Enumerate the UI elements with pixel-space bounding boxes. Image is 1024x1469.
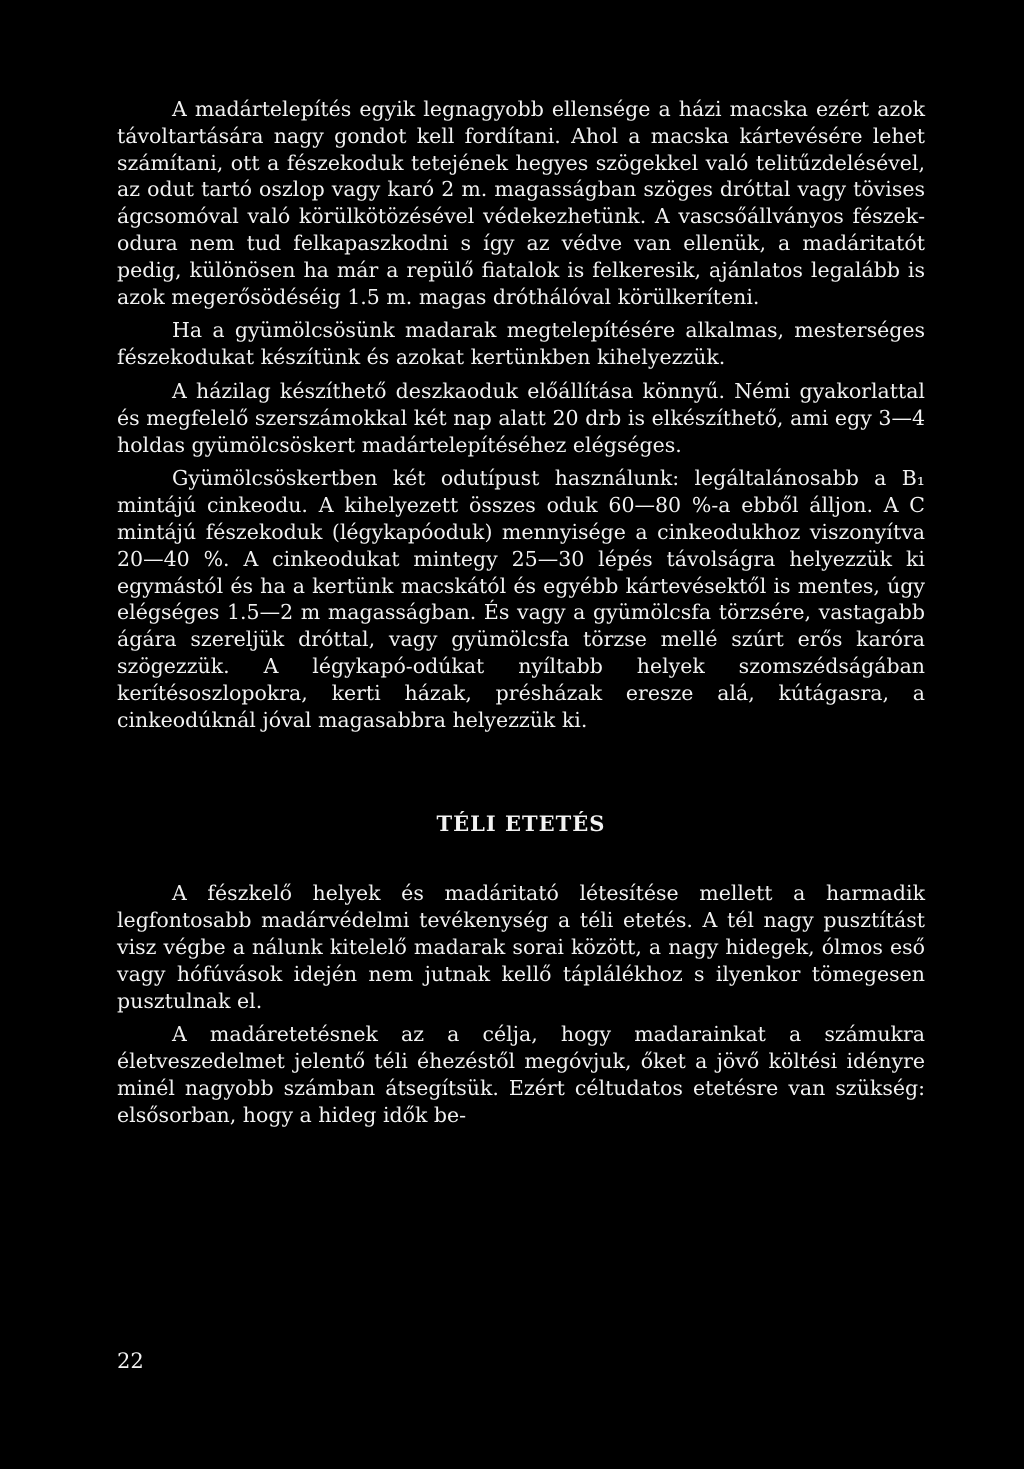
paragraph-feeding-purpose: A madáretetésnek az a célja, hogy madarainkat a számukra életveszedelmet jelentő téli éhezéstől megóvjuk, őket a jövő költési idényre minél nagyobb számban átsegítsük. Ezért céltudatos etetésre van szükség: elsősorban, hogy a hideg idők be- [117,1022,925,1127]
paragraph-nest-boxes: Ha a gyümölcsösünk madarak megtelepítésére alkalmas, mesterséges fészekodukat készítünk és azokat kertünkben kihelyezzük. [117,318,925,370]
paragraph-cat-protection: A madártelepítés egyik legnagyobb ellensége a házi macska ezért azok távoltartására nagy gondot kell fordítani. Ahol a macska kártevésére lehet számítani, ott a fészekoduk tetejének hegyes szögekkel való telitűzdelésével, az odut tartó oszlop vagy karó 2 m. magasságban szöges dróttal vagy tövises ágcsomóval való körülkötözésével védekezhetünk. A vascsőállványos fészekodura nem tud felkapaszkodni s így az védve van ellenük, a madáritatót pedig, különösen ha már a repülő fiatalok is felkeresik, ajánlatos legalább is azok megerősödéséig 1.5 m. magas dróthálóval körülkeríteni. [117,97,925,309]
paragraph-winter-feeding-intro: A fészkelő helyek és madáritató létesítése mellett a harmadik legfontosabb madárvédelmi tevékenység a téli etetés. A tél nagy pusztítást visz végbe a nálunk kitelelő madarak sorai között, a nagy hidegek, ólmos eső vagy hófúvások idején nem jutnak kellő táplálékhoz s ilyenkor tömegesen pusztulnak el. [117,881,925,1013]
paragraph-box-types: Gyümölcsöskertben két odutípust használunk: legáltalánosabb a B₁ mintájú cinkeodu. A kihelyezett összes oduk 60—80 %-a ebből álljon. A C mintájú fészekoduk (légykapóoduk) mennyisége a cinkeodukhoz viszonyítva 20—40 %. A cinkeodukat mintegy 25—30 lépés távolságra helyezzük ki egymástól és ha a kertünk macskától és egyébb kártevésektől is mentes, úgy elégséges 1.5—2 m magasságban. És vagy a gyümölcsfa törzsére, vastagabb ágára szereljük dróttal, vagy gyümölcsfa törzse mellé szúrt erős karóra szögezzük. A légykapó-odúkat nyíltabb helyek szomszédságában kerítésoszlopokra, kerti házak, présházak eresze alá, kútágasra, a cinkeodúknál jóval magasabbra helyezzük ki. [117,466,925,732]
page-number: 22 [117,1349,144,1373]
section-heading-winter-feeding: TÉLI ETETÉS [436,811,606,837]
paragraph-homemade-boxes: A házilag készíthető deszkaoduk előállítása könnyű. Némi gyakorlattal és megfelelő szerszámokkal két nap alatt 20 drb is elkészíthető, ami egy 3—4 holdas gyümölcsöskert madártelepítéséhez elégséges. [117,378,925,457]
page-text-column [117,96,925,1129]
